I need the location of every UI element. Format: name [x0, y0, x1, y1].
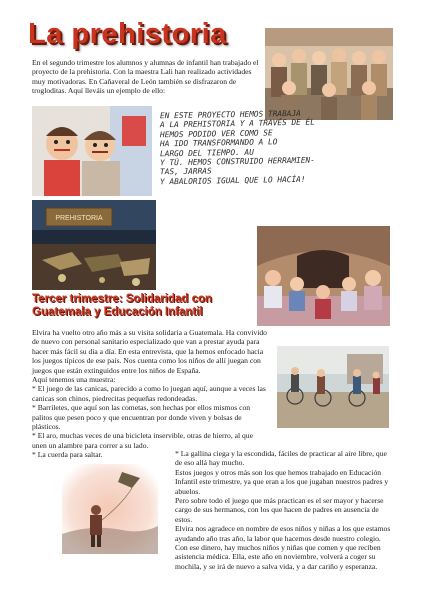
- paragraph: * La cuerda para saltar.: [32, 450, 103, 460]
- prehistory-display-photo: [32, 200, 156, 290]
- handwriting-line: TAS, JARRAS: [159, 166, 212, 177]
- handwriting-line: LARGO DEL TIEMPO. AU: [159, 147, 254, 158]
- paragraph: * Barriletes, que aquí son las cometas, son hechas por ellos mismos con palitos que pesen poco y que encuentran por donde viven y bolsas de plásticos.: [32, 403, 251, 432]
- handwriting-line: Y TÚ. HEMOS CONSTRUIDO HERRAMIEN-: [159, 155, 315, 168]
- page-title: La prehistoria: [28, 18, 227, 50]
- paragraph: * La gallina ciega y la escondida, fáciles de practicar al aire libre, que de eso allá hay mucho.: [175, 449, 387, 468]
- paragraph: * El aro, muchas veces de una bicicleta inservible, otras de hierro, al que unen un alambre para correr a su lado.: [32, 431, 253, 450]
- handwriting-line: A LA PREHISTORIA Y A TRAVÉS DE ÉL: [159, 118, 315, 130]
- body-right-column: [175, 449, 393, 571]
- section-title: Tercer trimestre: Solidaridad con Guatemala y Educación Infantil: [32, 293, 213, 318]
- handwriting-line: HEMOS PODIDO VER COMO SE: [159, 128, 273, 140]
- kite-boy-photo: [62, 464, 158, 554]
- children-playing-photo: [277, 346, 389, 428]
- handwriting-line: EN ESTE PROYECTO HEMOS TRABAJA: [159, 108, 301, 121]
- paragraph: Pero sobre todo el juego que más practican es el ser mayor y hacerse cargo de sus hermanos, con los que hacen de padres en ausencia de estos.: [175, 496, 384, 524]
- children-group-photo: [265, 28, 393, 120]
- paragraph: Aquí tenemos una muestra:: [32, 375, 116, 385]
- handwriting-line: HA IDO TRANSFORMANDO A LO: [159, 137, 278, 149]
- handwriting-line: Y ABALORIOS IGUAL QUE LO HACÍA!: [159, 174, 306, 187]
- face-paint-kids-photo: [32, 106, 152, 196]
- paragraph: Elvira nos agradece en nombre de esos niños y niñas a los que estamos ayudando año tras año, la labor que hacemos desde nuestro colegio. Con ese dinero, hay muchos niños y niñas que comen y que reciben asistencia médica. Ella, este año en noviembre, volverá a coger su mochila, y se irá de nuevo a salva vida, y a dar cariño y esperanza.: [175, 524, 391, 571]
- paragraph: Elvira ha vuelto otro año más a su visita solidaria a Guatemala. Ha convivido de nuevo con personal sanitario especializado que van a prestar ayuda para hacer más fácil su día a día. En esta entrevista, que la hemos enfocado hacia los juegos típicos de ese país. Nos cuenta como los niños de allí juegan con juegos que están extinguidos entre los niños de España.: [32, 328, 267, 375]
- intro-paragraph: En el segundo trimestre los alumnos y alumnas de infantil han trabajado el proyecto de la prehistoria. Con la maestra Lali han realizado actividades muy motivadoras. En Cañaveral de León también se disfrazaron de trogloditas. Aquí lleváis un ejemplo de ello:: [32, 58, 259, 96]
- poster-label: PREHISTORIA: [55, 215, 103, 222]
- cave-children-photo: [257, 226, 390, 326]
- paragraph: * El juego de las canicas, parecido a como lo juegan aquí, aunque a veces las canicas son chinos, piedrecitas pequeñas redondeadas.: [32, 384, 266, 403]
- body-left-column: [32, 328, 268, 460]
- paragraph: Estos juegos y otros más son los que hemos trabajado en Educación Infantil este trimestre, ya que eran a los que jugaban nuestros padres y abuelos.: [175, 467, 389, 496]
- handwritten-note: [159, 108, 315, 230]
